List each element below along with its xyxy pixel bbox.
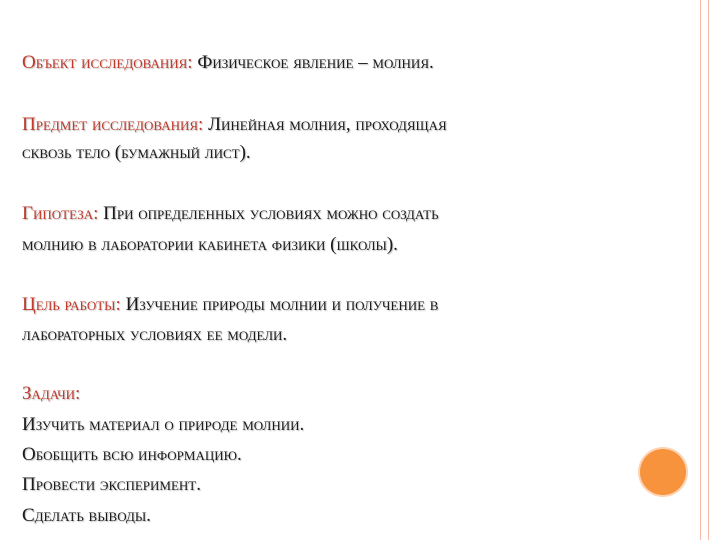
task-item: Обобщить всю информацию. (22, 444, 242, 465)
hypothesis-label: Гипотеза: (22, 203, 99, 224)
decorative-orange-circle (640, 449, 686, 495)
hypothesis-line-2 (22, 234, 398, 256)
goal-text-2: лабораторных условиях ее модели. (22, 324, 288, 345)
object-text: Физическое явление – молния. (192, 52, 434, 73)
subject-line-2 (22, 142, 251, 164)
tasks-heading (22, 383, 80, 405)
hypothesis-text-1: При определенных условиях можно создать (98, 203, 439, 224)
task-item: Сделать выводы. (22, 505, 151, 526)
hypothesis-text-2: молнию в лаборатории кабинета физики (школы). (22, 234, 398, 255)
subject-text-1: Линейная молния, проходящая (203, 114, 447, 135)
goal-label: Цель работы: (22, 294, 121, 315)
object-label: Объект исследования: (22, 52, 193, 73)
subject-text-2: сквозь тело (бумажный лист). (22, 142, 251, 163)
hypothesis-line-1 (22, 203, 439, 225)
subject-line-1 (22, 114, 447, 136)
goal-text-1: Изучение природы молнии и получение в (120, 294, 439, 315)
task-item: Изучить материал о природе молнии. (22, 414, 305, 435)
slide-frame-right-line (708, 0, 709, 540)
subject-label: Предмет исследования: (22, 114, 204, 135)
goal-line-1 (22, 294, 438, 316)
object-line (22, 52, 434, 74)
goal-line-2 (22, 324, 287, 346)
slide-frame-left-line (700, 0, 701, 540)
task-item: Провести эксперимент. (22, 474, 201, 495)
tasks-label: Задачи: (22, 383, 81, 404)
